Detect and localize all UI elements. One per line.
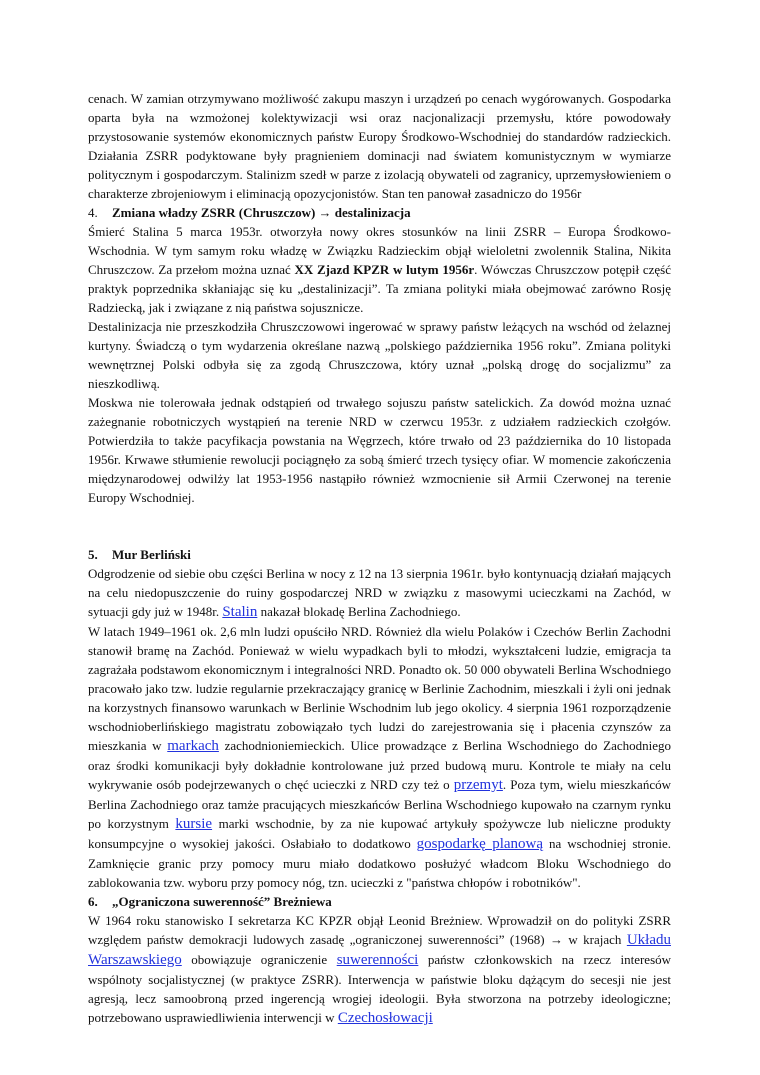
section-heading (88, 203, 671, 222)
blank-space (88, 507, 671, 545)
hyperlink[interactable]: Stalin (222, 604, 258, 620)
text: obowiązuje ograniczenie (181, 952, 337, 967)
hyperlink[interactable]: markach (167, 738, 219, 754)
paragraph (88, 317, 671, 393)
heading-text: Mur Berliński (112, 547, 191, 562)
paragraph (88, 89, 671, 203)
section-number: 5. (88, 547, 98, 562)
text: zachodnioniemieckich. Ulice prowadzące z Berlina Wschodniego do Zachodniego oraz środki komunikacji były dokładnie kontrolowane już przed budową muru. Kontrole te miały na celu wykrywanie osób podejrzewanych o chęć ucieczki z NRD czy też o (88, 738, 671, 792)
hyperlink[interactable]: gospodarkę planową (416, 836, 544, 852)
paragraph (88, 564, 671, 622)
paragraph (88, 393, 671, 507)
text: W latach 1949–1961 ok. 2,6 mln ludzi opuściło NRD. Również dla wielu Polaków i Czechów Berlin Zachodni stanowił bramę na Zachód. Ponieważ w wielu wypadkach byli to młodzi, wykształceni ludzie, emigracja ta zagrażała podstawom ekonomicznym i integralności NRD. Ponadto ok. 50 000 obywateli Berlina Wschodniego pracowało jako tzw. ludzie regularnie przekraczający granicę w Berlinie Zachodnim, mieszkali i żyli oni jednak na korzystnych finansowo warunkach w Berlinie Wschodnim lub jego okolicy. 4 sierpnia 1961 rozporządzenie wschodnioberlińskiego magistratu zobowiązało tych ludzi do zarejestrowania się i płacenia czynszów za mieszkania w (88, 624, 671, 753)
text: nakazał blokadę Berlina Zachodniego. (257, 604, 461, 619)
text: Odgrodzenie od siebie obu części Berlina w nocy z 12 na 13 sierpnia 1961r. było kontynuacją działań mających na celu niedopuszczenie do ruiny gospodarczej NRD w związku z masowymi ucieczkami na Zachód, w sytuacji gdy już w 1948r. (88, 566, 671, 619)
text: . Wówczas Chruszczow potępił część praktyk poprzednika skłaniając się ku „destalinizacji”. Ta zmiana polityki miała obejmować zarówno Rosję Radziecką, jak i związane z nią państwa sojusznicze. (88, 262, 672, 315)
text: cenach. W zamian otrzymywano możliwość zakupu maszyn i urządzeń po cenach wygórowanych. Gospodarka oparta była na wzmożonej kolektywizacji wsi oraz nacjonalizacji przemysłu, które powodowały przystosowanie systemów ekonomicznych państw Europy Środkowo-Wschodniej do standardów radzieckich. Działania ZSRR podyktowane były pragnieniem dominacji nad światem komunistycznym w wymiarze politycznym i gospodarczym. Stalinizm szedł w parze z izolacją obywateli od zagranicy, uprzemysłowieniem o charakterze zbrojeniowym i eliminacją opozycjonistów. Stan ten panował zasadniczo do 1956r (88, 91, 671, 201)
hyperlink[interactable]: Układu Warszawskiego (88, 932, 671, 968)
section-heading (88, 892, 671, 911)
section-heading (88, 545, 671, 564)
heading-text: „Ograniczona suwerenność” Breżniewa (112, 894, 332, 909)
hyperlink[interactable]: kursie (175, 816, 213, 832)
hyperlink[interactable]: przemyt (453, 777, 503, 793)
heading-text: Zmiana władzy ZSRR (Chruszczow) → destalinizacja (112, 205, 411, 220)
section-number: 6. (88, 894, 98, 909)
section-number: 4. (88, 205, 98, 220)
text: państw członkowskich na rzecz interesów wspólnoty socjalistycznej (w praktyce ZSRR). Interwencja w państwie bloku dążącym do secesji nie jest agresją, lecz samoobroną przed ingerencją wrogiej ideologii. Była stworzona na potrzeby ideologiczne; potrzebowano usprawiedliwienia interwencji w (88, 952, 672, 1025)
text: marki wschodnie, by za nie kupować artykuły spożywcze lub nieliczne produkty konsumpcyjne o wysokiej jakości. Osłabiało to dodatkowo (88, 816, 671, 851)
paragraph (88, 911, 671, 1028)
paragraph (88, 622, 671, 892)
hyperlink[interactable]: suwerenności (336, 952, 419, 968)
text: W 1964 roku stanowisko I sekretarza KC KPZR objął Leonid Breżniew. Wprowadził on do polityki ZSRR względem państw demokracji ludowych zasadę „ograniczonej suwerenności” (1968) → w krajach (88, 913, 671, 947)
text: Śmierć Stalina 5 marca 1953r. otworzyła nowy okres stosunków na linii ZSRR – Europa Środkowo-Wschodnia. W tym samym roku władzę w Związku Radzieckim objął wieloletni zwolennik Stalina, Nikita Chruszczow. Za przełom można uznać (88, 224, 671, 277)
document-page (88, 89, 671, 1028)
text: . Poza tym, wielu mieszkańców Berlina Zachodniego oraz tamże pracujących mieszkańców Berlina Wschodniego kupowało na czarnym rynku po korzystnym (88, 777, 671, 831)
paragraph (88, 222, 671, 317)
bold-text: XX Zjazd KPZR w lutym 1956r (294, 262, 475, 277)
text: Moskwa nie tolerowała jednak odstąpień od trwałego sojuszu państw satelickich. Za dowód można uznać zażegnanie robotniczych wystąpień na terenie NRD w czerwcu 1953r. z udziałem radzieckich czołgów. Potwierdziła to także pacyfikacja powstania na Węgrzech, które trwało od 23 października do 10 listopada 1956r. Krwawe stłumienie rewolucji pociągnęło za sobą śmierć trzech tysięcy ofiar. W momencie zakończenia międzynarodowej odwilży lat 1953-1956 nastąpiło również wzmocnienie sił Armii Czerwonej na terenie Europy Wschodniej. (88, 395, 671, 505)
text: Destalinizacja nie przeszkodziła Chruszczowowi ingerować w sprawy państw leżących na wschód od żelaznej kurtyny. Świadczą o tym wydarzenia określane nazwą „polskiego października 1956 roku”. Zmiana polityki wewnętrznej Polski odbyła się za zgodą Chruszczowa, który uznał „polską drogę do socjalizmu” za nieszkodliwą. (88, 319, 671, 391)
text: na wschodniej stronie. Zamknięcie granic przy pomocy muru miało dodatkowo posłużyć władcom Bloku Wschodniego do zablokowania tzw. wyboru przy pomocy nóg, tzn. ucieczki z "państwa chłopów i robotników". (88, 836, 671, 890)
hyperlink[interactable]: Czechosłowacji (337, 1010, 433, 1026)
